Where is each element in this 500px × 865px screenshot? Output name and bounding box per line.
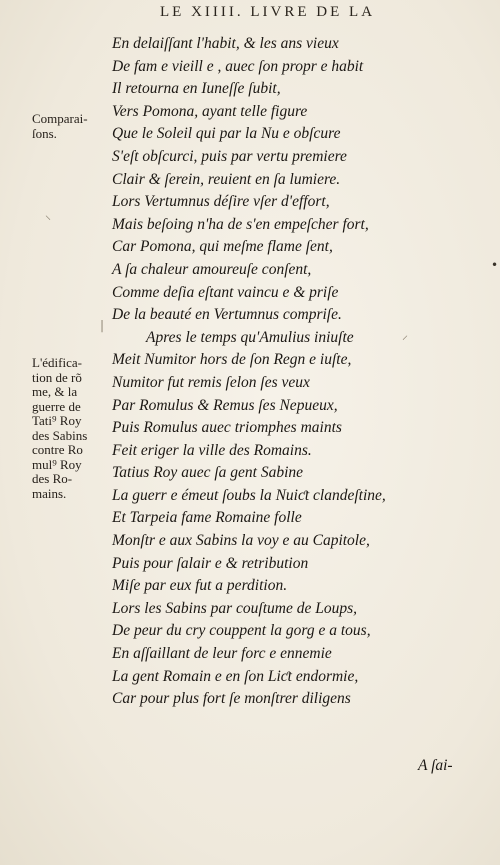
verse-line: Que le Soleil qui par la Nu e obſcure: [112, 125, 341, 143]
verse-line: De peur du cry couppent la gorg e a tous,: [112, 622, 371, 640]
verse-line: En aſſaillant de leur forc e ennemie: [112, 645, 332, 663]
verse-line: La guerr e émeut ſoubs la Nuiƈt clandeſtine,: [112, 486, 386, 504]
verse-line: Vers Pomona, ayant telle figure: [112, 102, 308, 120]
marginal-note-comparisons: Comparai- ſons.: [32, 111, 88, 141]
verse-line: Par Romulus & Remus ſes Nepueux,: [112, 396, 338, 414]
verse-line: Clair & ſerein, reuient en ſa lumiere.: [112, 170, 341, 188]
running-head: LE XIIII. LIVRE DE LA: [160, 4, 376, 20]
paper-blemish: |: [100, 318, 105, 332]
verse-line: Car Pomona, qui meſme flame ſent,: [112, 238, 333, 256]
verse-line: Monſtr e aux Sabins la voy e au Capitole,: [112, 532, 370, 550]
paper-blemish: ⸜: [45, 208, 52, 222]
verse-line: La gent Romain e en ſon Liƈt endormie,: [112, 667, 359, 685]
verse-line: Numitor fut remis ſelon ſes veux: [112, 373, 310, 391]
verse-block: [112, 33, 482, 711]
verse-line: Puis Romulus auec triomphes maints: [112, 419, 342, 437]
verse-line: Tatius Roy auec ſa gent Sabine: [112, 464, 304, 482]
verse-line: Et Tarpeia fame Romaine folle: [112, 509, 302, 527]
verse-line: Miſe par eux fut a perdition.: [112, 577, 288, 595]
verse-line: De la beauté en Vertumnus compriſe.: [112, 306, 342, 324]
paper-blemish: ⸝: [402, 328, 409, 342]
verse-line: Feit eriger la ville des Romains.: [112, 441, 312, 459]
verse-line: S'eſt obſcurci, puis par vertu premiere: [112, 147, 347, 165]
verse-line: A ſa chaleur amoureuſe conſent,: [112, 260, 312, 278]
verse-line: Il retourna en Iuneſſe ſubit,: [112, 80, 281, 98]
verse-line: En delaiſſant l'habit, & les ans vieux: [112, 35, 339, 52]
verse-line: Car pour plus fort ſe monſtrer diligens: [112, 690, 351, 708]
verse-line: Mais beſoing n'ha de s'en empeſcher fort,: [112, 215, 369, 233]
verse-line: Meit Numitor hors de ſon Regn e iuſte,: [112, 351, 352, 369]
verse-line: Lors Vertumnus déſire vſer d'effort,: [112, 193, 330, 211]
verse-line: Comme deſia eſtant vaincu e & priſe: [112, 283, 339, 301]
verse-line: De fam e vieill e , auec ſon propr e habit: [112, 57, 364, 75]
paper-blemish: •: [491, 258, 499, 272]
marginal-note-founding-of-rome: L'édifica- tion de rõ me, & la guerre de Tati⁹ Roy des Sabins contre Ro mul⁹ Roy des Ro- mains.: [32, 355, 88, 501]
verse-line: Apres le temps qu'Amulius iniuſte: [146, 328, 354, 346]
catchword: A ſai-: [418, 757, 453, 774]
verse-line: Lors les Sabins par couſtume de Loups,: [112, 599, 357, 617]
verse-line: Puis pour ſalair e & retribution: [112, 554, 309, 572]
